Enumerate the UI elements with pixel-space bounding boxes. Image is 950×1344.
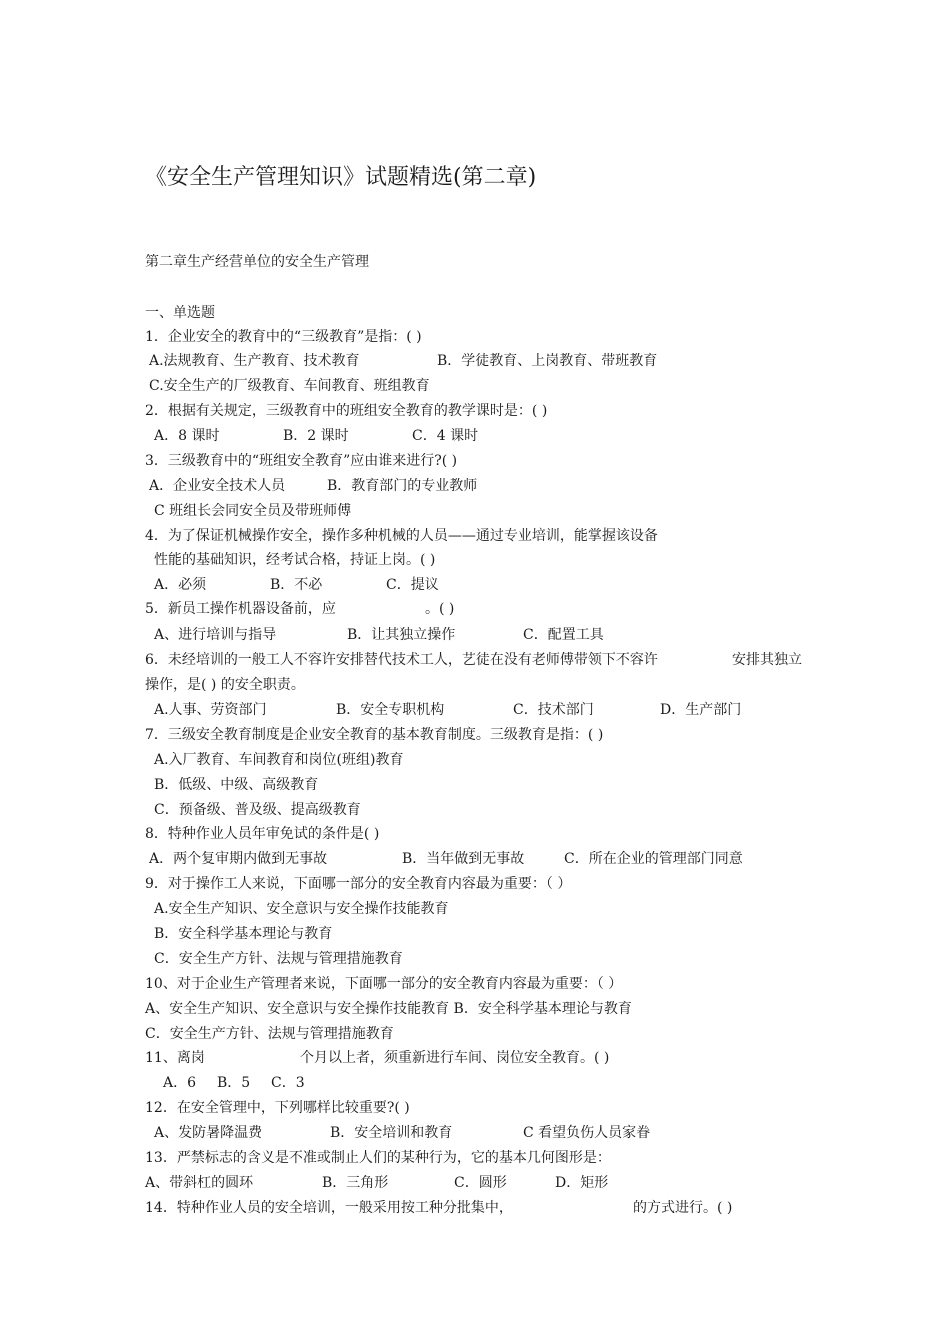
document-title: 《安全生产管理知识》试题精选(第二章) xyxy=(145,165,537,190)
question-9-option-b: B．安全科学基本理论与教育 xyxy=(154,926,333,942)
question-2-option-b: B．2 课时 xyxy=(283,428,349,444)
question-9-stem: 9．对于操作工人来说，下面哪一部分的安全教育内容最为重要：（ ） xyxy=(145,876,572,892)
question-12-stem: 12．在安全管理中，下列哪样比较重要?( ) xyxy=(145,1100,410,1116)
question-12-option-c: C 看望负伤人员家眷 xyxy=(523,1125,651,1141)
question-6-stem-part2: 安排其独立 xyxy=(732,652,802,668)
question-9-option-c: C．安全生产方针、法规与管理措施教育 xyxy=(154,951,403,967)
question-4-stem-line1: 4．为了保证机械操作安全，操作多种机械的人员——通过专业培训，能掌握该设备 xyxy=(145,528,658,544)
question-5-option-b: B．让其独立操作 xyxy=(347,627,456,643)
question-6-option-a: A.人事、劳资部门 xyxy=(154,702,267,718)
question-12-option-b: B．安全培训和教育 xyxy=(330,1125,453,1141)
question-13-option-c: C．圆形 xyxy=(454,1175,507,1191)
question-1-option-b: B．学徒教育、上岗教育、带班教育 xyxy=(437,353,658,369)
question-7-option-a: A.入厂教育、车间教育和岗位(班组)教育 xyxy=(154,752,404,768)
question-3-option-b: B．教育部门的专业教师 xyxy=(327,478,478,494)
question-6-stem-line2: 操作，是( ) 的安全职责。 xyxy=(145,677,305,693)
question-3-stem: 3．三级教育中的“班组安全教育”应由谁来进行?( ) xyxy=(145,453,458,469)
chapter-heading: 第二章生产经营单位的安全生产管理 xyxy=(145,254,369,270)
question-12-option-a: A、发防暑降温费 xyxy=(154,1125,263,1141)
question-1-option-c: C.安全生产的厂级教育、车间教育、班组教育 xyxy=(149,378,430,394)
question-10-stem: 10、对于企业生产管理者来说，下面哪一部分的安全教育内容最为重要：（ ） xyxy=(145,976,623,992)
question-13-option-b: B．三角形 xyxy=(322,1175,389,1191)
question-4-stem-line2: 性能的基础知识，经考试合格，持证上岗。( ) xyxy=(154,552,436,568)
question-14-stem-part2: 的方式进行。( ) xyxy=(633,1200,733,1216)
question-1-option-a: A.法规教育、生产教育、技术教育 xyxy=(149,353,360,369)
question-6-option-c: C．技术部门 xyxy=(513,702,594,718)
question-11-option-b: B．5 xyxy=(217,1075,251,1091)
question-10-option-ab: A、安全生产知识、安全意识与安全操作技能教育 B．安全科学基本理论与教育 xyxy=(145,1001,632,1017)
question-11-option-c: C．3 xyxy=(271,1075,305,1091)
question-10-option-c: C．安全生产方针、法规与管理措施教育 xyxy=(145,1026,394,1042)
question-11-stem-part1: 11、离岗 xyxy=(145,1050,205,1066)
question-2-option-c: C．4 课时 xyxy=(412,428,479,444)
question-8-option-b: B．当年做到无事故 xyxy=(402,851,525,867)
question-5-stem-part2: 。( ) xyxy=(425,601,455,617)
question-4-option-c: C．提议 xyxy=(386,577,439,593)
question-4-option-a: A．必须 xyxy=(154,577,207,593)
section-heading: 一、单选题 xyxy=(145,305,215,321)
question-11-option-a: A．6 xyxy=(163,1075,197,1091)
question-8-stem: 8．特种作业人员年审免试的条件是( ) xyxy=(145,826,380,842)
question-7-option-c: C．预备级、普及级、提高级教育 xyxy=(154,802,361,818)
question-6-option-b: B．安全专职机构 xyxy=(336,702,445,718)
question-5-stem-part1: 5．新员工操作机器设备前，应 xyxy=(145,601,336,617)
question-3-option-c: C 班组长会同安全员及带班师傅 xyxy=(154,503,352,519)
question-6-stem-part1: 6．未经培训的一般工人不容许安排替代技术工人，艺徒在没有老师傅带领下不容许 xyxy=(145,652,658,668)
question-2-stem: 2．根据有关规定，三级教育中的班组安全教育的教学课时是：( ) xyxy=(145,403,548,419)
question-2-option-a: A．8 课时 xyxy=(154,428,220,444)
question-7-option-b: B．低级、中级、高级教育 xyxy=(154,777,319,793)
question-8-option-c: C．所在企业的管理部门同意 xyxy=(564,851,743,867)
question-11-stem-part2: 个月以上者，须重新进行车间、岗位安全教育。( ) xyxy=(300,1050,610,1066)
question-13-option-d: D．矩形 xyxy=(555,1175,609,1191)
question-9-option-a: A.安全生产知识、安全意识与安全操作技能教育 xyxy=(154,901,449,917)
question-7-stem: 7．三级安全教育制度是企业安全教育的基本教育制度。三级教育是指：( ) xyxy=(145,727,604,743)
question-8-option-a: A．两个复审期内做到无事故 xyxy=(149,851,328,867)
question-13-stem: 13．严禁标志的含义是不准或制止人们的某种行为，它的基本几何图形是： xyxy=(145,1150,611,1166)
question-14-stem-part1: 14．特种作业人员的安全培训，一般采用按工种分批集中， xyxy=(145,1200,513,1216)
question-13-option-a: A、带斜杠的圆环 xyxy=(145,1175,254,1191)
question-5-option-a: A、进行培训与指导 xyxy=(154,627,277,643)
question-4-option-b: B．不必 xyxy=(270,577,323,593)
question-3-option-a: A．企业安全技术人员 xyxy=(149,478,286,494)
question-1-stem: 1．企业安全的教育中的“三级教育”是指：( ) xyxy=(145,329,422,345)
question-5-option-c: C．配置工具 xyxy=(523,627,604,643)
question-6-option-d: D．生产部门 xyxy=(660,702,742,718)
